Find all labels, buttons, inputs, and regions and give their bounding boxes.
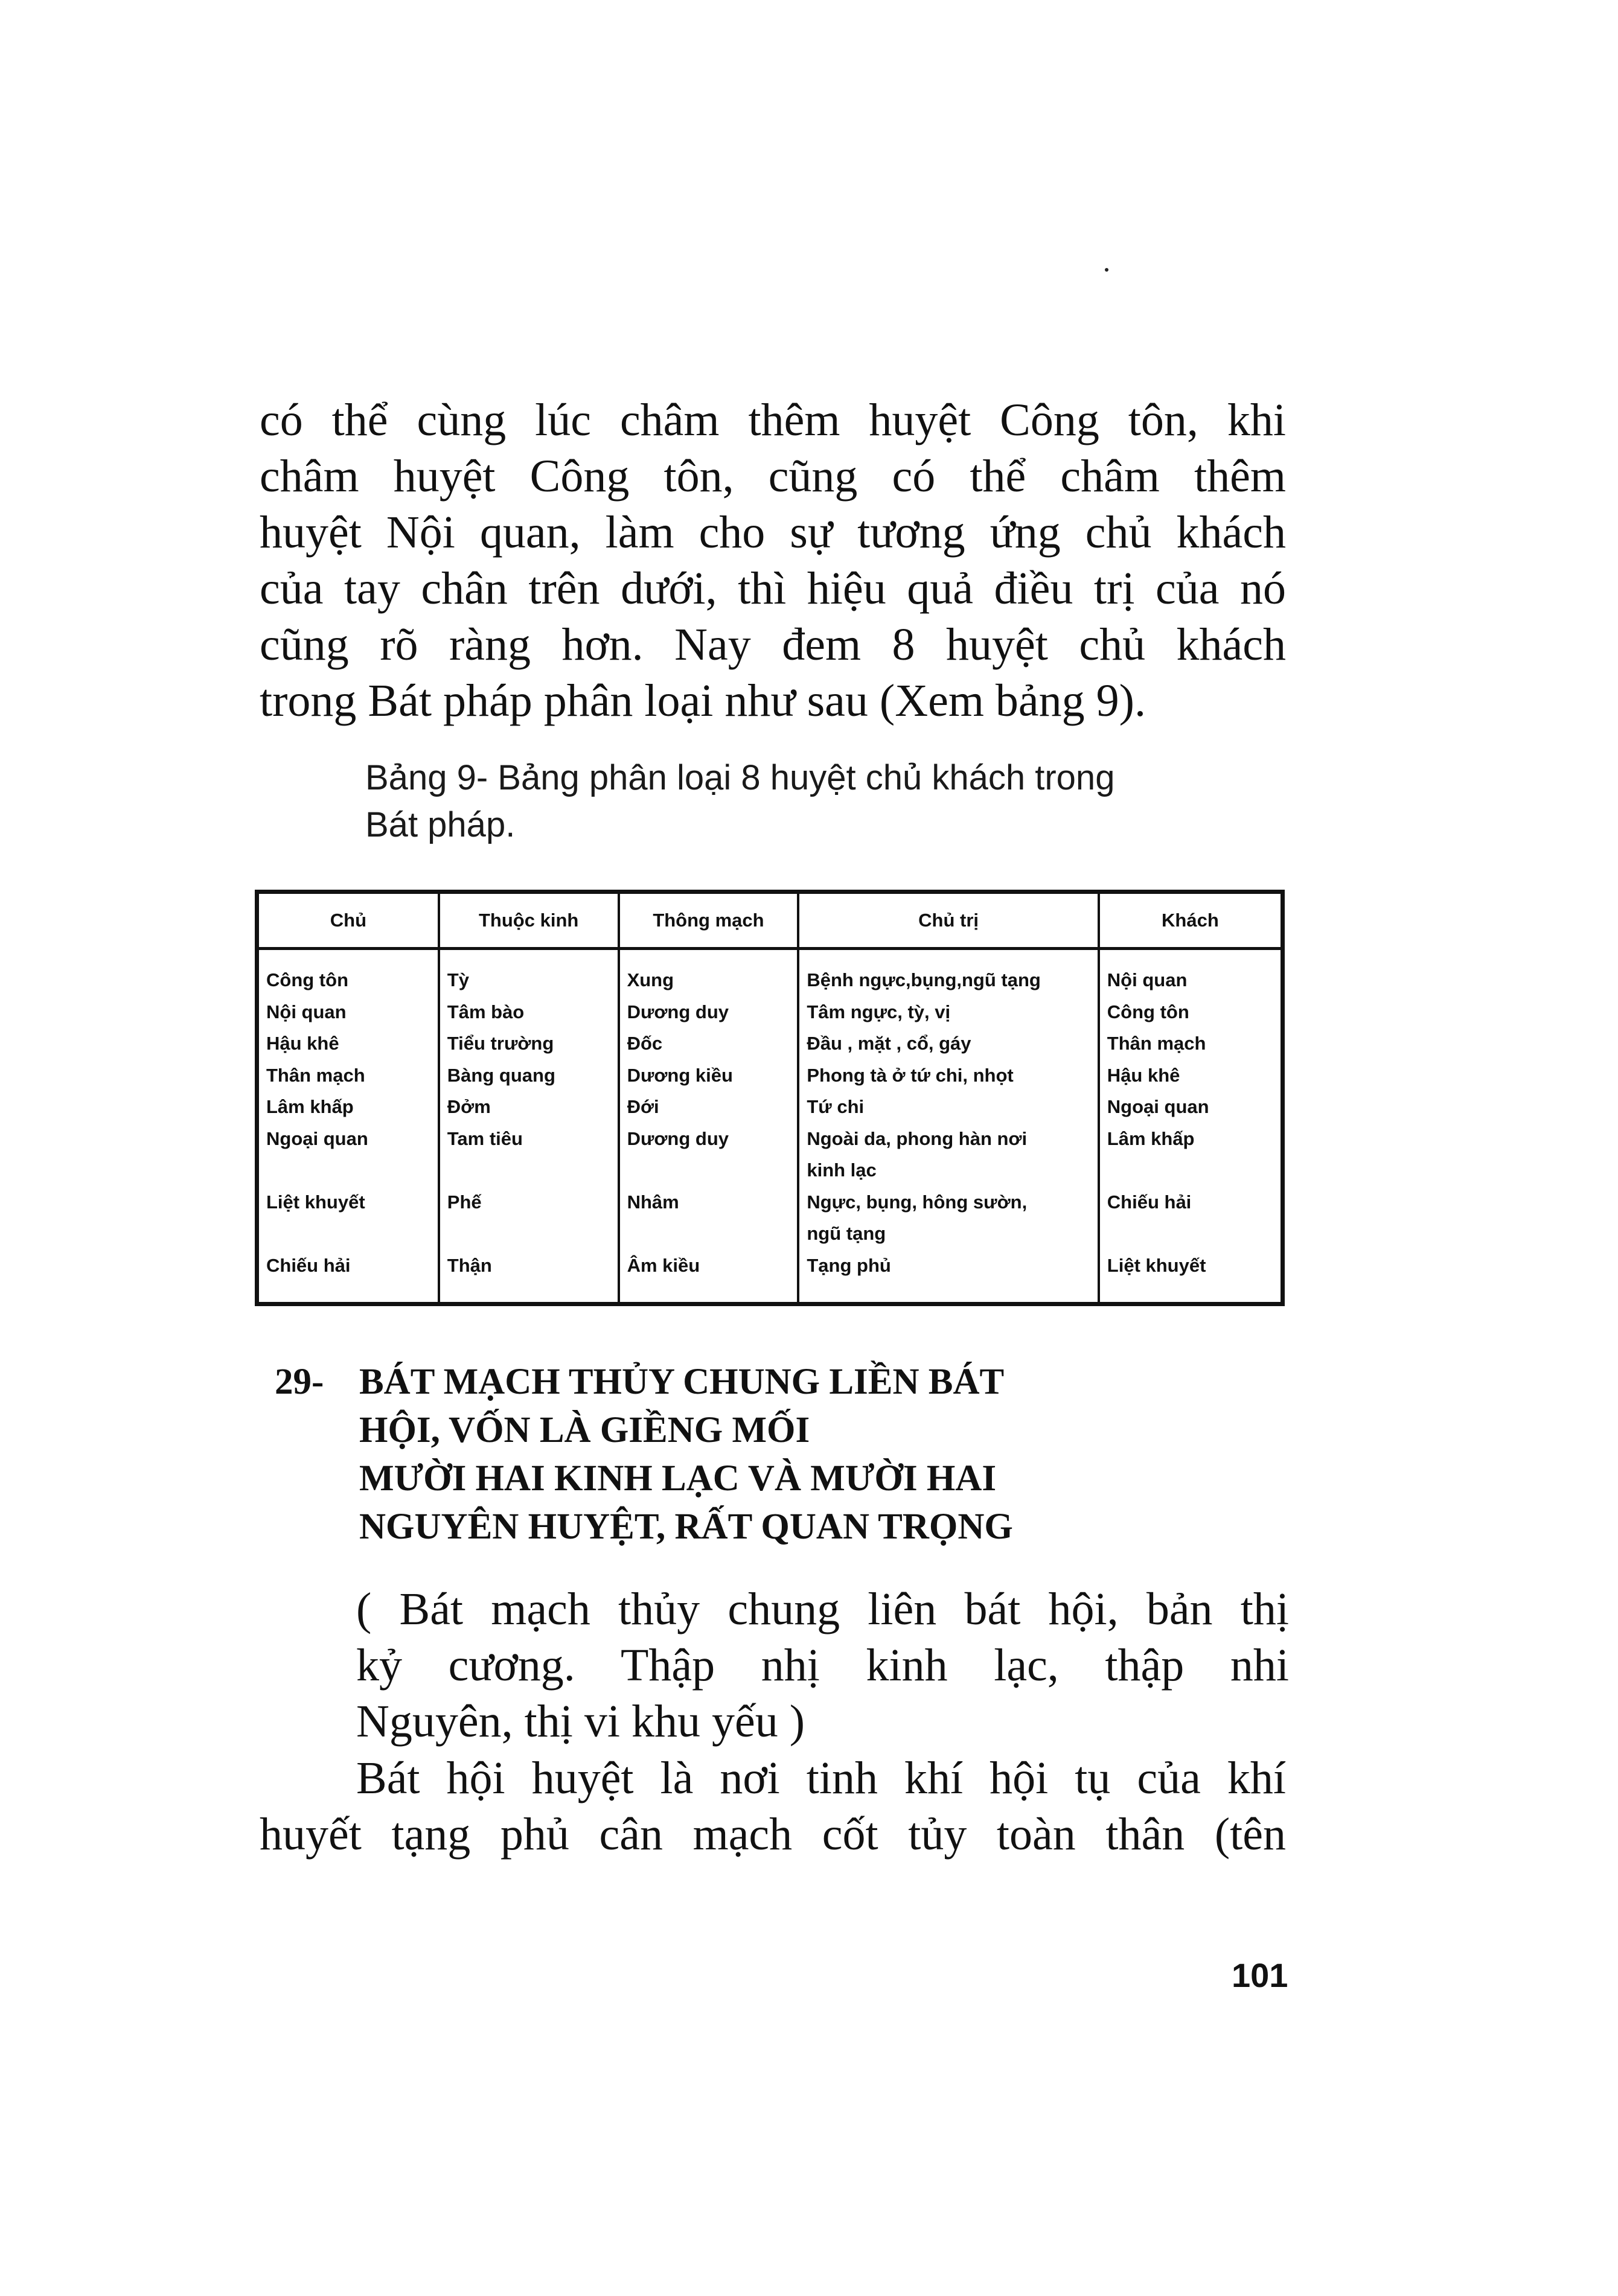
text-line: trong Bát pháp phân loại như sau (Xem bảng 9). (260, 675, 1146, 726)
table-cell: Chiếu hải (1107, 1191, 1192, 1213)
text-line: ( Bát mạch thủy chung liên bát hội, bản thị (356, 1584, 1289, 1634)
table-cell: Đầu , mặt , cổ, gáy (807, 1033, 971, 1054)
heading-line: HỘI, VỐN LÀ GIỀNG MỐI (359, 1410, 810, 1450)
table-cell: kinh lạc (807, 1159, 877, 1181)
text-line: Nguyên, thị vi khu yếu ) (356, 1696, 805, 1747)
table-cell: Lâm khấp (266, 1096, 354, 1117)
table-cell (1107, 1218, 1274, 1250)
table-cell: Ngoại quan (266, 1127, 368, 1149)
table-cell: Tạng phủ (807, 1254, 891, 1276)
table-cell: Phế (447, 1191, 482, 1213)
table-cell: Bệnh ngực,bụng,ngũ tạng (807, 969, 1041, 990)
table-cell (447, 1155, 612, 1187)
table-cell: Tỳ (447, 969, 469, 990)
text-line: châm huyệt Công tôn, cũng có thể châm thêm (260, 451, 1286, 502)
caption-line: Bát pháp. (365, 805, 516, 844)
body-paragraph-bottom (260, 1750, 1286, 1863)
page-number: 101 (1232, 1956, 1288, 1994)
table-cell: ngũ tạng (807, 1223, 886, 1244)
table-header-row (259, 894, 1281, 949)
table-cell: Thân mạch (266, 1064, 365, 1086)
table-cell: Xung (627, 969, 674, 990)
column-chu-tri (798, 949, 1098, 1303)
table-cell: Tiểu trường (447, 1033, 554, 1054)
table-cell: Tâm bào (447, 1001, 525, 1022)
table-cell: Đởm (447, 1096, 491, 1117)
text-line: cũng rõ ràng hơn. Nay đem 8 huyệt chủ khách (260, 619, 1286, 670)
column-chu (259, 949, 439, 1303)
header-thuoc-kinh: Thuộc kinh (439, 894, 619, 949)
table-cell: Tâm ngực, tỳ, vị (807, 1001, 951, 1022)
speck-mark (1105, 268, 1108, 272)
table-cell: Liệt khuyết (1107, 1254, 1206, 1276)
table-cell: Ngực, bụng, hông sườn, (807, 1191, 1028, 1213)
table-cell: Tứ chi (807, 1096, 865, 1117)
table-cell (627, 1155, 791, 1187)
table-cell: Dương duy (627, 1001, 729, 1022)
table-cell: Tam tiêu (447, 1127, 523, 1149)
header-khach: Khách (1099, 894, 1281, 949)
section-number: 29- (275, 1362, 324, 1402)
column-thuoc-kinh (439, 949, 619, 1303)
table-cell: Hậu khê (266, 1033, 339, 1054)
table-cell (266, 1155, 432, 1187)
column-thong-mach (619, 949, 799, 1303)
table-cell: Ngoại quan (1107, 1096, 1209, 1117)
table-cell: Đới (627, 1096, 659, 1117)
table-cell: Thận (447, 1254, 492, 1276)
table-cell (627, 1218, 791, 1250)
table-cell: Thân mạch (1107, 1033, 1206, 1054)
text-line: có thể cùng lúc châm thêm huyệt Công tôn, khi (260, 395, 1286, 445)
text-line: Bát hội huyệt là nơi tinh khí hội tụ của khí (356, 1753, 1286, 1803)
table-cell: Công tôn (266, 969, 349, 990)
text-line: của tay chân trên dưới, thì hiệu quả điều trị của nó (260, 563, 1286, 614)
table-caption (365, 754, 1271, 849)
body-paragraph-top (260, 392, 1286, 729)
caption-line: Bảng 9- Bảng phân loại 8 huyệt chủ khách trong (365, 758, 1115, 797)
table-cell: Phong tà ở tứ chi, nhọt (807, 1064, 1014, 1086)
table-cell: Hậu khê (1107, 1064, 1180, 1086)
table-cell: Lâm khấp (1107, 1127, 1195, 1149)
text-line: huyết tạng phủ cân mạch cốt tủy toàn thân (tên (260, 1809, 1286, 1860)
table-cell (447, 1218, 612, 1250)
text-line: huyệt Nội quan, làm cho sự tương ứng chủ khách (260, 507, 1286, 558)
table-cell: Bàng quang (447, 1064, 555, 1086)
column-khach (1099, 949, 1281, 1303)
header-chu: Chủ (259, 894, 439, 949)
text-line: kỷ cương. Thập nhị kinh lạc, thập nhi (356, 1640, 1289, 1691)
table-cell (266, 1218, 432, 1250)
table-cell: Chiếu hải (266, 1254, 351, 1276)
table-cell (1107, 1155, 1274, 1187)
table-cell: Liệt khuyết (266, 1191, 365, 1213)
heading-line: NGUYÊN HUYỆT, RẤT QUAN TRỌNG (359, 1507, 1013, 1547)
heading-line: BÁT MẠCH THỦY CHUNG LIỀN BÁT (359, 1362, 1005, 1402)
classification-table (255, 890, 1285, 1306)
table-cell: Ngoài da, phong hàn nơi (807, 1127, 1028, 1149)
quote-paragraph (356, 1581, 1289, 1750)
header-thong-mach: Thông mạch (619, 894, 799, 949)
table-cell: Âm kiều (627, 1254, 700, 1276)
table-body-row (259, 949, 1281, 1303)
table-cell: Nội quan (1107, 969, 1188, 990)
table-cell: Công tôn (1107, 1001, 1189, 1022)
table-cell: Đốc (627, 1033, 663, 1054)
table-cell: Dương kiều (627, 1064, 733, 1086)
table-cell: Dương duy (627, 1127, 729, 1149)
table-cell: Nội quan (266, 1001, 347, 1022)
header-chu-tri: Chủ trị (798, 894, 1098, 949)
table-cell: Nhâm (627, 1191, 679, 1213)
heading-line: MƯỜI HAI KINH LẠC VÀ MƯỜI HAI (359, 1458, 997, 1499)
